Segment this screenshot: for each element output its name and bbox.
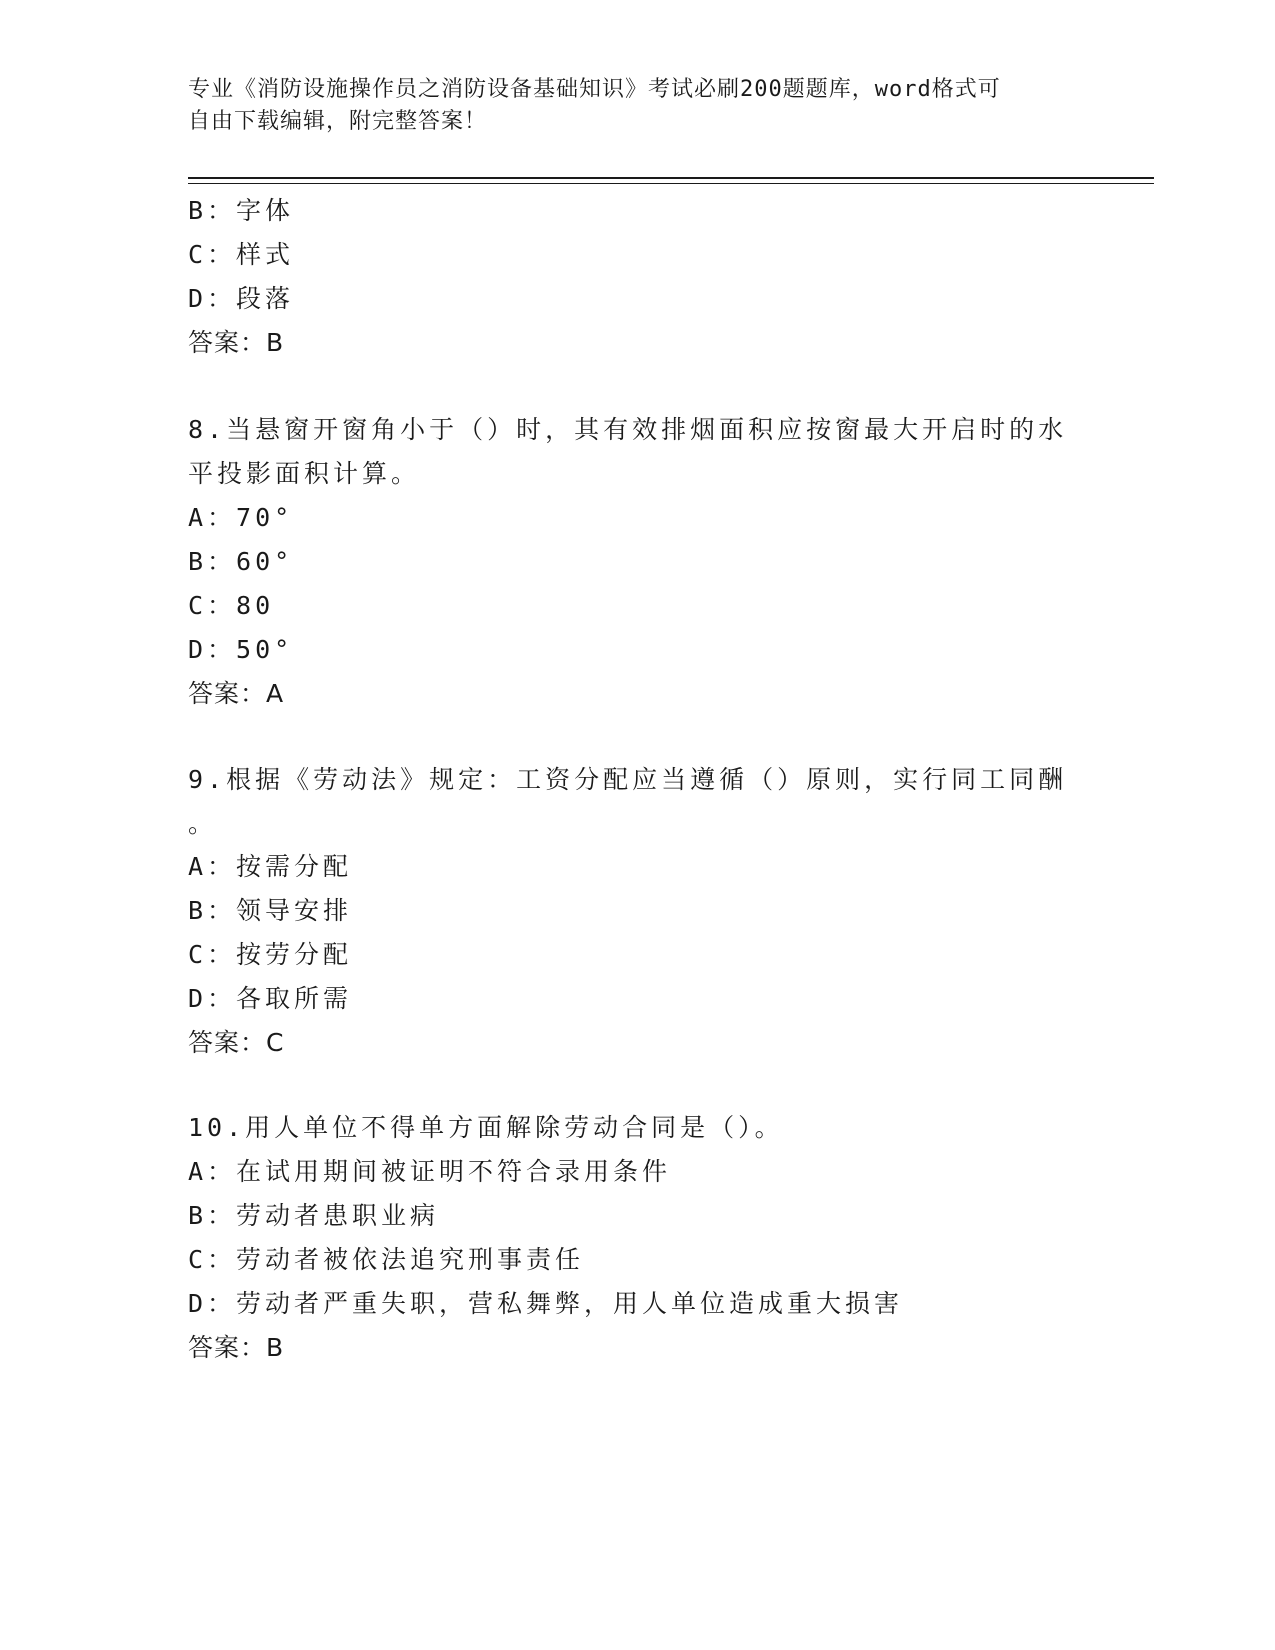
q8-answer: 答案：A (188, 679, 285, 708)
q10-answer: 答案：B (188, 1333, 285, 1362)
q8-option-b: B：60° (188, 547, 294, 576)
q9-option-c: C：按劳分配 (188, 940, 353, 969)
header-divider-thin (188, 183, 1154, 184)
q8-stem-line-1: 8.当悬窗开窗角小于（）时，其有效排烟面积应按窗最大开启时的水 (188, 415, 1068, 444)
prev-option-b: B：字体 (188, 196, 295, 225)
q8-option-d: D：50° (188, 635, 294, 664)
header-title-line-2: 自由下载编辑，附完整答案！ (188, 109, 488, 134)
q10-option-d: D：劳动者严重失职，营私舞弊，用人单位造成重大损害 (188, 1289, 904, 1318)
q9-answer: 答案：C (188, 1028, 285, 1057)
header-divider-thick (188, 177, 1154, 179)
prev-option-d: D：段落 (188, 284, 295, 313)
header-title-line-1: 专业《消防设施操作员之消防设备基础知识》考试必刷200题题库，word格式可 (188, 77, 1001, 102)
q8-stem-line-2: 平投影面积计算。 (188, 459, 421, 488)
q10-option-a: A：在试用期间被证明不符合录用条件 (188, 1157, 672, 1186)
q10-option-c: C：劳动者被依法追究刑事责任 (188, 1245, 585, 1274)
q9-stem-line-2: 。 (188, 809, 218, 838)
q8-option-c: C：80 (188, 591, 275, 620)
prev-answer: 答案：B (188, 328, 285, 357)
prev-option-c: C：样式 (188, 240, 295, 269)
q10-option-b: B：劳动者患职业病 (188, 1201, 440, 1230)
q9-option-d: D：各取所需 (188, 984, 353, 1013)
document-header (188, 74, 1068, 138)
q9-option-a: A：按需分配 (188, 852, 353, 881)
q9-option-b: B：领导安排 (188, 896, 353, 925)
q9-stem-line-1: 9.根据《劳动法》规定：工资分配应当遵循（）原则，实行同工同酬 (188, 765, 1068, 794)
q8-option-a: A：70° (188, 503, 294, 532)
q10-stem-line-1: 10.用人单位不得单方面解除劳动合同是（）。 (188, 1113, 784, 1142)
